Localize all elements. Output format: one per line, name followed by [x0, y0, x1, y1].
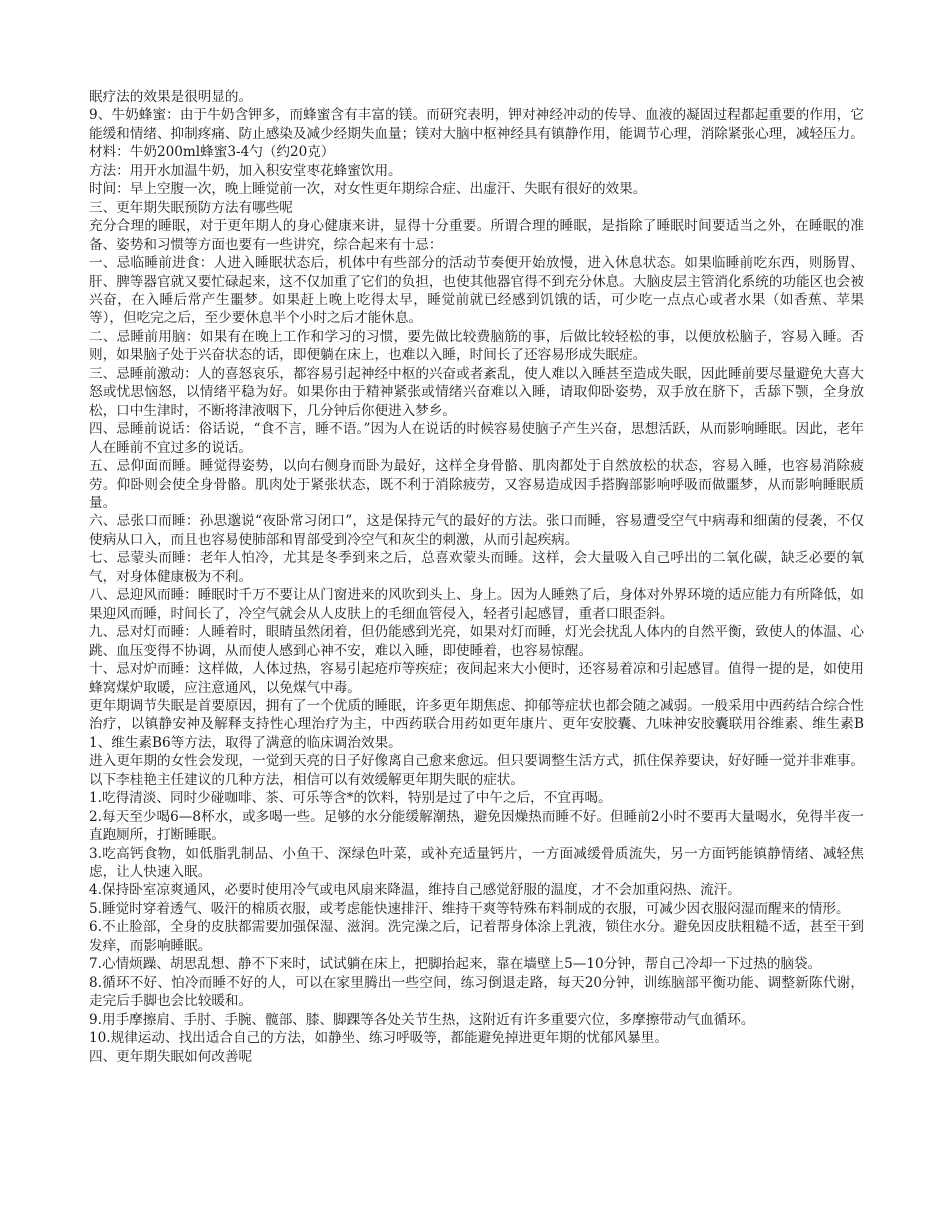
paragraph: 五、忌仰面而睡。睡觉得姿势，以向右侧身而卧为最好，这样全身骨骼、肌肉都处于自然放松的状态，容易入睡，也容易消除疲劳。仰卧则会使全身骨骼。肌肉处于紧张状态，既不利于消除疲劳，又容易造成因手搭胸部影响呼吸而做噩梦，从而影响睡眠质量。 — [89, 458, 864, 511]
list-item: 2.每天至少喝6—8杯水，或多喝一些。足够的水分能缓解潮热，避免因燥热而睡不好。但睡前2小时不要再大量喝水，免得半夜一直跑厕所，打断睡眠。 — [89, 808, 864, 844]
list-item: 10.规律运动、找出适合自己的方法，如静坐、练习呼吸等，都能避免掉进更年期的忧郁风暴里。 — [89, 1030, 668, 1047]
paragraph: 六、忌张口而睡：孙思邈说“夜卧常习闭口”，这是保持元气的最好的方法。张口而睡，容易遭受空气中病毒和细菌的侵袭，不仅使病从口入，而且也容易使肺部和胃部受到冷空气和灰尘的刺激，从而引起疾病。 — [89, 513, 864, 548]
list-item: 4.保持卧室凉爽通风，必要时使用冷气或电风扇来降温，维持自己感觉舒服的温度，才不会加重闷热、流汗。 — [89, 882, 741, 899]
paragraph: 三、忌睡前激动：人的喜怒哀乐，都容易引起神经中枢的兴奋或者紊乱，使人难以入睡甚至造成失眠，因此睡前要尽量避免大喜大怒或忧思恼怒，以情绪平稳为好。如果你由于精神紧张或情绪兴奋难以入睡，请取仰卧姿势，双手放在脐下，舌舔下颚，全身放松，口中生津时，不断将津液咽下，几分钟后你便进入梦乡。 — [89, 365, 864, 419]
paragraph: 四、忌睡前说话：俗话说，“食不言，睡不语。”因为人在说话的时候容易使脑子产生兴奋，思想活跃，从而影响睡眠。因此，老年人在睡前不宜过多的说话。 — [89, 421, 864, 456]
list-item: 1.吃得清淡、同时少碰咖啡、茶、可乐等含*的饮料，特别是过了中午之后，不宜再喝。 — [89, 790, 612, 807]
paragraph: 二、忌睡前用脑：如果有在晚上工作和学习的习惯，要先做比较费脑筋的事，后做比较轻松的事，以便放松脑子，容易入睡。否则，如果脑子处于兴奋状态的话，即便躺在床上，也难以入睡，时间长了还容易形成失眠症。 — [89, 328, 864, 364]
paragraph: 9、牛奶蜂蜜：由于牛奶含钾多，而蜂蜜含有丰富的镁。而研究表明，钾对神经冲动的传导、血液的凝固过程都起重要的作用，它能缓和情绪、抑制疼痛、防止感染及减少经期失血量；镁对大脑中枢神经具有镇静作用，能调节心理，消除紧张心理，减轻压力。 — [89, 107, 864, 142]
paragraph: 眠疗法的效果是很明显的。 — [89, 89, 253, 105]
paragraph: 进入更年期的女性会发现，一觉到天亮的日子好像离自己愈来愈远。但只要调整生活方式，抓住保养要诀，好好睡一觉并非难事。以下李桂艳主任建议的几种方法，相信可以有效缓解更年期失眠的症状。 — [89, 753, 864, 788]
paragraph: 时间：早上空腹一次，晚上睡觉前一次，对女性更年期综合症、出虚汗、失眠有很好的效果。 — [89, 181, 647, 198]
list-item: 9.用手摩擦肩、手肘、手腕、髋部、膝、脚踝等各处关节生热，这附近有许多重要穴位，多摩擦带动气血循环。 — [89, 1011, 755, 1028]
paragraph: 方法：用开水加温牛奶，加入积安堂枣花蜂蜜饮用。 — [89, 162, 402, 179]
paragraph: 九、忌对灯而睡：人睡着时，眼睛虽然闭着，但仍能感到光亮，如果对灯而睡，灯光会扰乱人体内的自然平衡，致使人的体温、心跳、血压变得不协调，从而使人感到心神不安，难以入睡，即使睡着，也容易惊醒。 — [89, 624, 864, 659]
document-body — [89, 88, 864, 1066]
list-item: 5.睡觉时穿着透气、吸汗的棉质衣服，或考虑能快速排汗、维持干爽等特殊布料制成的衣服，可减少因衣服闷湿而醒来的情形。 — [89, 900, 850, 917]
list-item: 7.心情烦躁、胡思乱想、静不下来时，试试躺在床上，把脚抬起来，靠在墙壁上5—10分钟，帮自己冷却一下过热的脑袋。 — [89, 956, 822, 973]
paragraph: 十、忌对炉而睡：这样做，人体过热，容易引起疮疖等疾症；夜间起来大小便时，还容易着凉和引起感冒。值得一提的是，如使用蜂窝煤炉取暖，应注意通风，以免煤气中毒。 — [89, 661, 864, 696]
list-item: 6.不止脸部，全身的皮肤都需要加强保湿、滋润。洗完澡之后，记着帮身体涂上乳液，锁住水分。避免因皮肤粗糙不适，甚至干到发痒，而影响睡眠。 — [89, 919, 864, 954]
section-heading: 三、更年期失眠预防方法有哪些呢 — [89, 199, 293, 216]
paragraph: 充分合理的睡眠，对于更年期人的身心健康来讲，显得十分重要。所谓合理的睡眠，是指除了睡眠时间要适当之外，在睡眠的准备、姿势和习惯等方面也要有一些讲究，综合起来有十忌： — [89, 218, 864, 253]
paragraph: 一、忌临睡前进食：人进入睡眠状态后，机体中有些部分的活动节奏便开始放慢，进入休息状态。如果临睡前吃东西，则肠胃、肝、脾等器官就又要忙碌起来，这不仅加重了它们的负担，也使其他器官得不到充分休息。大脑皮层主管消化系统的功能区也会被兴奋，在入睡后常产生噩梦。如果赶上晚上吃得太早，睡觉前就已经感到饥饿的话，可少吃一点点心或者水果（如香蕉、苹果等），但吃完之后，至少要休息半个小时之后才能休息。 — [89, 255, 864, 327]
paragraph: 材料：牛奶200ml蜂蜜3-4勺（约20克） — [89, 144, 335, 161]
section-heading: 四、更年期失眠如何改善呢 — [89, 1048, 253, 1065]
list-item: 8.循环不好、怕冷而睡不好的人，可以在家里腾出一些空间，练习倒退走路，每天20分钟，训练脑部平衡功能、调整新陈代谢，走完后手脚也会比较暖和。 — [89, 974, 864, 1010]
paragraph: 更年期调节失眠是首要原因，拥有了一个优质的睡眠，许多更年期焦虑、抑郁等症状也都会随之减弱。一般采用中西药结合综合性治疗，以镇静安神及解释支持性心理治疗为主，中西药联合用药如更年康片、更年安胶囊、九味神安胶囊联用谷维素、维生素B1、维生素B6等方法，取得了满意的临床调治效果。 — [89, 697, 864, 751]
paragraph: 七、忌蒙头而睡：老年人怕冷，尤其是冬季到来之后，总喜欢蒙头而睡。这样，会大量吸入自己呼出的二氧化碳，缺乏必要的氧气，对身体健康极为不利。 — [89, 550, 864, 585]
list-item: 3.吃高钙食物，如低脂乳制品、小鱼干、深绿色叶菜，或补充适量钙片，一方面减缓骨质流失，另一方面钙能镇静情绪、减轻焦虑，让人快速入眠。 — [89, 845, 864, 881]
paragraph: 八、忌迎风而睡：睡眠时千万不要让从门窗进来的风吹到头上、身上。因为人睡熟了后，身体对外界环境的适应能力有所降低，如果迎风而睡，时间长了，冷空气就会从人皮肤上的毛细血管侵入，轻者引起感冒，重者口眼歪斜。 — [89, 587, 864, 622]
